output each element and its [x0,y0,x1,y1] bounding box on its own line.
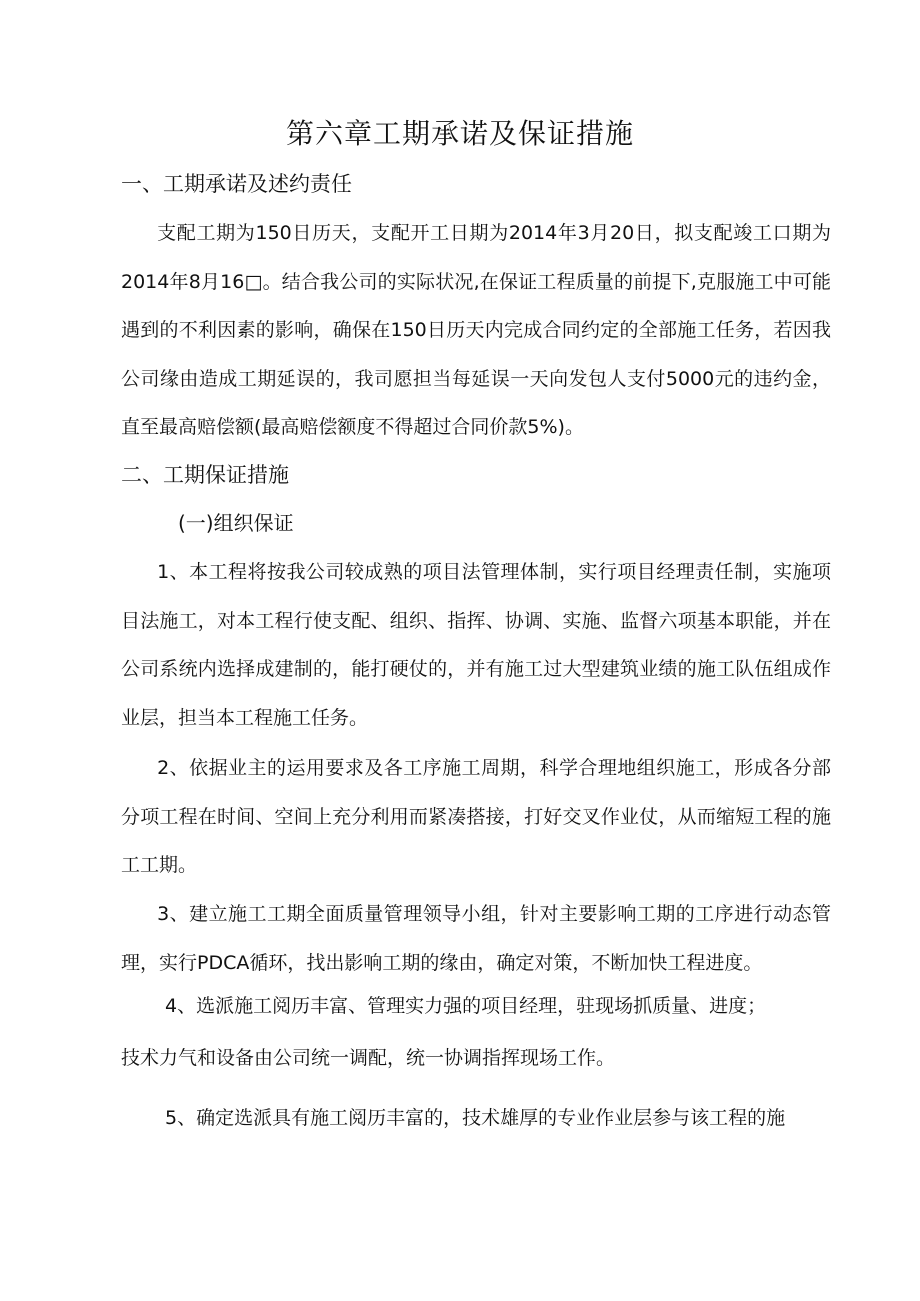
chapter-title: 第六章工期承诺及保证措施 [285,117,634,150]
measure-item-1: 1、本工程将按我公司较成熟的项目法管理体制，实行项目经理责任制，实施项目法施工，对本工程行使支配、组织、指挥、协调、实施、监督六项基本职能，并在公司系统内选择成建制的，能打硬仗的，并有施工过大型建筑业绩的施工队伍组成作业层，担当本工程施工任务。 [121,561,831,729]
section-heading-2: 二、工期保证措施 [121,463,289,487]
subsection-heading-organization: (一)组织保证 [178,511,294,535]
measure-item-4: 4、选派施工阅历丰富、管理实力强的项目经理，驻现场抓质量、进度； [165,995,767,1017]
measure-item-5: 5、确定选派具有施工阅历丰富的，技术雄厚的专业作业层参与该工程的施 [165,1107,786,1129]
measure-item-4-continued: 技术力气和设备由公司统一调配，统一协调指挥现场工作。 [121,1047,616,1069]
section-heading-1: 一、工期承诺及述约责任 [121,172,352,196]
measure-item-3: 3、建立施工工期全面质量管理领导小组，针对主要影响工期的工序进行动态管理，实行PDCA循环，找出影响工期的缘由，确定对策，不断加快工程进度。 [121,903,831,974]
section1-paragraph: 支配工期为150日历天，支配开工日期为2014年3月20日，拟支配竣工口期为2014年8月16□。结合我公司的实际状况,在保证工程质量的前提下,克服施工中可能遇到的不利因素的影响，确保在150日历天内完成合同约定的全部施工任务，若因我公司缘由造成工期延误的，我司愿担当每延误一天向发包人支付5000元的违约金，直至最高赔偿额(最高赔偿额度不得超过合同价款5%)。 [121,222,831,438]
measure-item-2: 2、依据业主的运用要求及各工序施工周期，科学合理地组织施工，形成各分部分项工程在时间、空间上充分利用而紧凑搭接，打好交叉作业仗，从而缩短工程的施工工期。 [121,757,831,876]
